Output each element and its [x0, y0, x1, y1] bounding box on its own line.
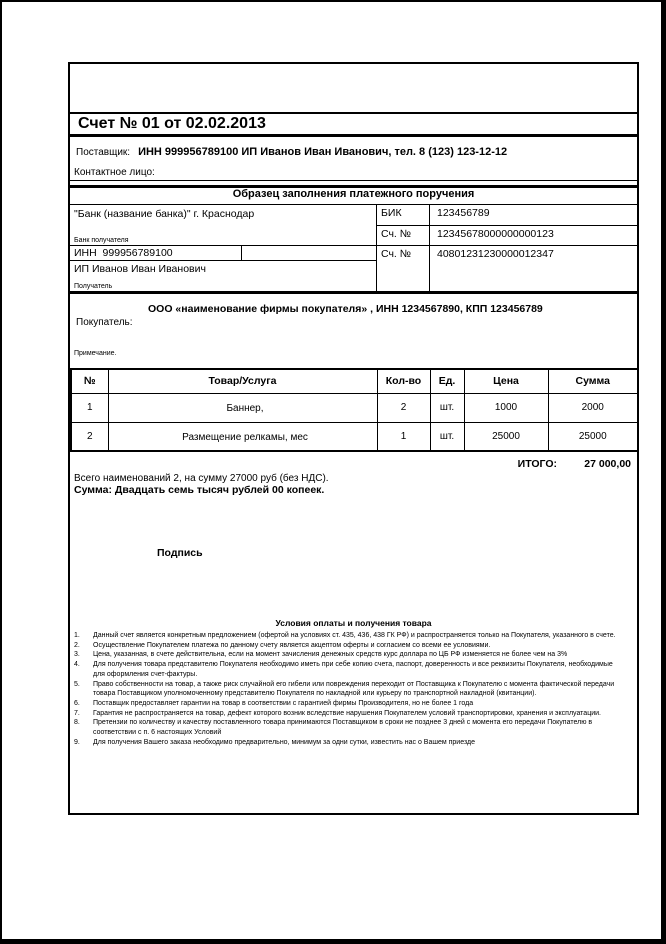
bik-label: БИК — [377, 205, 430, 225]
inn-subrow — [70, 246, 376, 261]
buyer-label: Покупатель: — [76, 317, 133, 328]
recipient-inn: ИНН 999956789100 — [70, 246, 242, 260]
col-header-price: Цена — [464, 369, 548, 393]
supplier-section — [70, 137, 637, 188]
term-text: Претензии по количеству и качеству поставленного товара принимаются Поставщиком в сроки не позднее 3 дней с момента его передачи Покупателю в соответствии с п. 6 настоящих Условий — [93, 719, 593, 737]
items-summary-line: Всего наименований 2, на сумму 27000 руб (без НДС). — [74, 473, 329, 484]
invoice-title: Счет № 01 от 02.02.2013 — [78, 115, 266, 132]
term-item — [70, 631, 637, 641]
item-price: 25000 — [464, 422, 548, 451]
corr-account-label: Сч. № — [377, 226, 430, 246]
col-header-qty: Кол-во — [377, 369, 430, 393]
recipient-row — [70, 246, 637, 291]
col-header-sum: Сумма — [548, 369, 638, 393]
account-value: 40801231230000012347 — [437, 248, 554, 260]
amount-in-words: Сумма: Двадцать семь тысяч рублей 00 копеек. — [74, 484, 325, 496]
recipient-name: ИП Иванов Иван Иванович — [74, 263, 206, 275]
bank-name-cell — [70, 205, 377, 245]
col-header-number: № — [71, 369, 108, 393]
account-row — [377, 246, 637, 291]
corr-account-value: 12345678000000000123 — [437, 227, 554, 240]
term-text: Право собственности на товар, а также риск случайной его гибели или повреждения переходит от Поставщика к Покупателю с момента фактической передачи товара Поставщиком уполномоченному представителю Покупателя по накладной или курьеру по транспортной накладной (квитанции). — [93, 680, 615, 698]
item-number: 2 — [71, 422, 108, 451]
buyer-section — [70, 294, 637, 368]
payment-sample-section — [70, 188, 637, 294]
supplier-label: Поставщик: — [76, 147, 131, 158]
account-label: Сч. № — [377, 246, 430, 291]
term-text: Осуществление Покупателем платежа по данному счету является акцептом оферты и согласием со всеми ее условиями. — [93, 641, 491, 649]
bank-small-label: Банк получателя — [74, 237, 129, 244]
note-label: Примечание. — [74, 350, 117, 357]
col-header-unit: Ед. — [430, 369, 464, 393]
recipient-cell — [70, 246, 377, 291]
term-text: Для получения Вашего заказа необходимо предварительно, минимум за одни сутки, известить нас о Вашем приезде — [93, 738, 475, 746]
bank-details-table — [70, 205, 637, 291]
supplier-row — [76, 146, 507, 158]
term-text: Поставщик предоставляет гарантии на товар в соответствии с гарантией фирмы Производителя, но не более 1 года — [93, 699, 474, 707]
term-number: 7. — [74, 709, 80, 717]
term-text: Гарантия не распространяется на товар, дефект которого возник вследствие нарушения Покупателем условий транспортировки, хранения и эксплуатации. — [93, 709, 601, 717]
bank-codes-cell — [377, 205, 637, 245]
corr-account-row — [377, 226, 637, 246]
term-number: 9. — [74, 738, 80, 746]
contact-person-label: Контактное лицо: — [74, 167, 155, 178]
invoice-title-band — [70, 112, 637, 137]
bank-name: "Банк (название банка)" г. Краснодар — [74, 208, 255, 220]
item-price: 1000 — [464, 393, 548, 422]
bik-row — [377, 205, 637, 226]
item-sum: 25000 — [548, 422, 638, 451]
table-row — [71, 393, 638, 422]
term-text: Цена, указанная, в счете действительна, если на момент зачисления денежных средств курс доллара по ЦБ РФ изменяется не более чем на 3% — [93, 651, 568, 659]
account-cell — [377, 246, 637, 291]
total-label: ИТОГО: — [517, 458, 557, 470]
bik-value: 123456789 — [437, 207, 490, 219]
item-number: 1 — [71, 393, 108, 422]
header-blank-area — [70, 64, 637, 112]
item-name: Баннер, — [108, 393, 377, 422]
items-table-header-row — [71, 369, 638, 393]
item-unit: шт. — [430, 393, 464, 422]
term-item — [70, 650, 637, 660]
term-number: 5. — [74, 680, 80, 688]
term-number: 1. — [74, 632, 80, 639]
term-number: 2. — [74, 641, 80, 649]
total-row — [70, 458, 637, 470]
term-number: 8. — [74, 719, 80, 727]
term-text: Данный счет является конкретным предложением (офертой на условиях ст. 435, 436, 438 ГК РФ) и распространяется только на Покупателя, указанного в счете. — [93, 632, 616, 639]
term-item — [70, 641, 637, 651]
payment-sample-title: Образец заполнения платежного поручения — [70, 188, 637, 205]
term-item — [70, 738, 637, 748]
bank-row — [70, 205, 637, 246]
item-qty: 1 — [377, 422, 430, 451]
item-sum: 2000 — [548, 393, 638, 422]
term-number: 4. — [74, 661, 80, 669]
items-table — [70, 368, 639, 452]
total-value: 27 000,00 — [584, 458, 631, 470]
term-item — [70, 699, 637, 709]
term-item — [70, 718, 637, 737]
terms-title: Условия оплаты и получения товара — [275, 618, 432, 628]
invoice-document — [68, 62, 639, 815]
term-item — [70, 680, 637, 699]
term-text: Для получения товара представителю Покупателя необходимо иметь при себе копию счета, паспорт, доверенность и все реквизиты Покупателя, необходимые для оформления счет-фактуры. — [93, 661, 613, 678]
item-qty: 2 — [377, 393, 430, 422]
col-header-product: Товар/Услуга — [108, 369, 377, 393]
signature-label: Подпись — [157, 547, 203, 559]
supplier-value: ИНН 999956789100 ИП Иванов Иван Иванович, тел. 8 (123) 123-12-12 — [138, 146, 508, 158]
item-unit: шт. — [430, 422, 464, 451]
item-name: Размещение релкамы, мес — [108, 422, 377, 451]
buyer-info: ООО «наименование фирмы покупателя» , ИНН 1234567890, КПП 123456789 — [148, 303, 543, 315]
recipient-small-label: Получатель — [74, 283, 113, 290]
term-number: 6. — [74, 699, 80, 707]
term-number: 3. — [74, 651, 80, 659]
term-item — [70, 709, 637, 719]
term-item — [70, 660, 637, 679]
table-row — [71, 422, 638, 451]
terms-section — [70, 618, 637, 747]
contact-person-row — [70, 167, 637, 181]
